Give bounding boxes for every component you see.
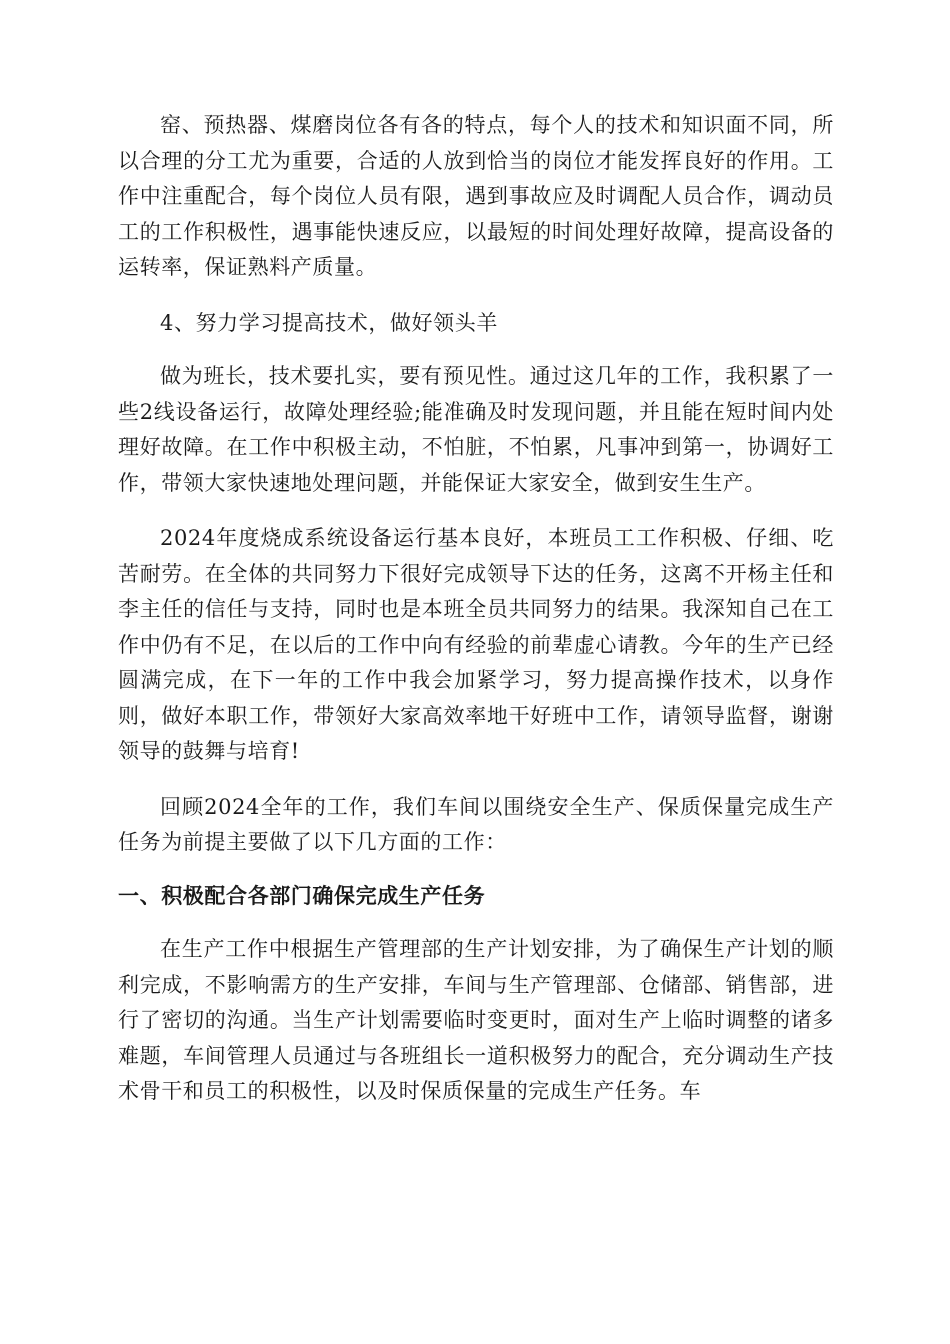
body-paragraph: 做为班长，技术要扎实，要有预见性。通过这几年的工作，我积累了一些2线设备运行，故障处理经验;能准确及时发现问题，并且能在短时间内处理好故障。在工作中积极主动，不怕脏，不怕累，凡事冲到第一，协调好工作，带领大家快速地处理问题，并能保证大家安全，做到安生生产。 [118,364,834,495]
body-paragraph: 2024年度烧成系统设备运行基本良好，本班员工工作积极、仔细、吃苦耐劳。在全体的共同努力下很好完成领导下达的任务，这离不开杨主任和李主任的信任与支持，同时也是本班全员共同努力的结果。我深知自己在工作中仍有不足，在以后的工作中向有经验的前辈虚心请教。今年的生产已经圆满完成，在下一年的工作中我会加紧学习，努力提高操作技术，以身作则，做好本职工作，带领好大家高效率地干好班中工作，请领导监督，谢谢领导的鼓舞与培育! [118,526,834,763]
section-heading: 一、积极配合各部门确保完成生产任务 [118,883,486,908]
body-paragraph: 在生产工作中根据生产管理部的生产计划安排，为了确保生产计划的顺利完成，不影响需方的生产安排，车间与生产管理部、仓储部、销售部，进行了密切的沟通。当生产计划需要临时变更时，面对生产上临时调整的诸多难题，车间管理人员通过与各班组长一道积极努力的配合，充分调动生产技术骨干和员工的积极性，以及时保质保量的完成生产任务。车 [118,937,834,1103]
section-subheading: 4、努力学习提高技术，做好领头羊 [160,310,498,335]
body-paragraph: 窑、预热器、煤磨岗位各有各的特点，每个人的技术和知识面不同，所以合理的分工尤为重要，合适的人放到恰当的岗位才能发挥良好的作用。工作中注重配合，每个岗位人员有限，遇到事故应及时调配人员合作，调动员工的工作积极性，遇事能快速反应，以最短的时间处理好故障，提高设备的运转率，保证熟料产质量。 [118,113,834,279]
document-page [118,108,834,1110]
body-paragraph: 回顾2024全年的工作，我们车间以围绕安全生产、保质保量完成生产任务为前提主要做了以下几方面的工作： [118,794,834,854]
